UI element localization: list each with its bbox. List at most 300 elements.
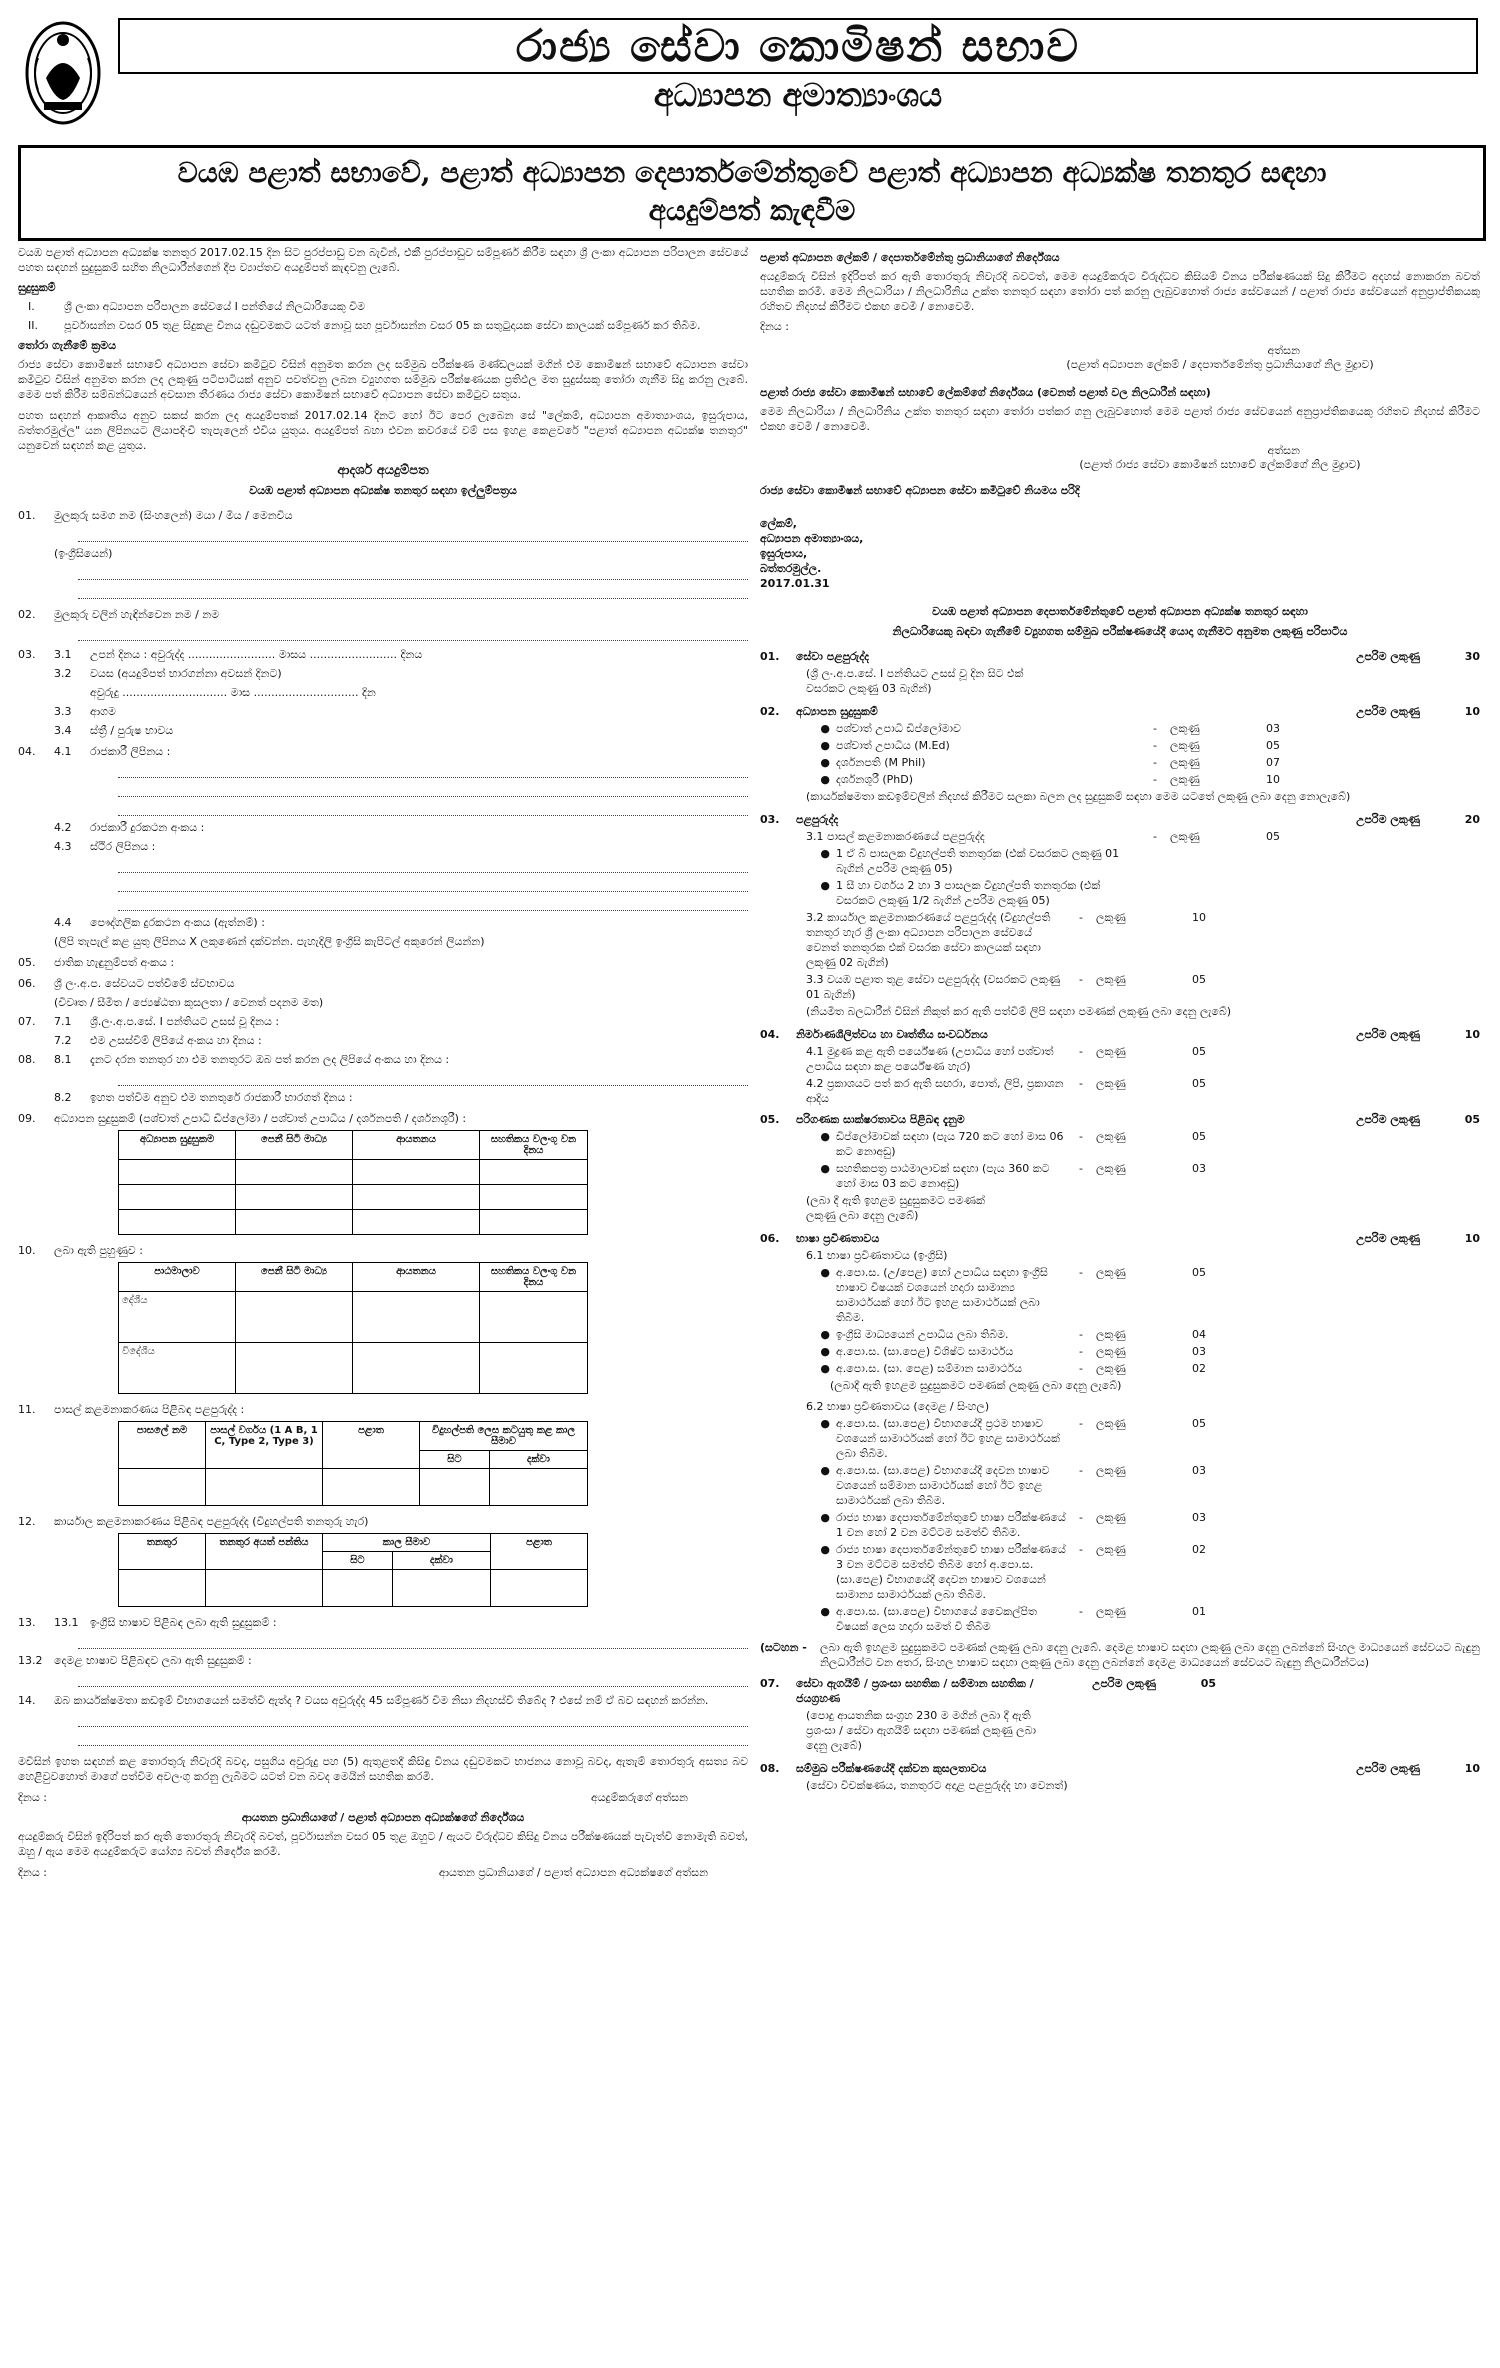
list-item <box>760 1248 1480 1263</box>
date-label: දිනය : <box>18 1866 47 1879</box>
column-header: ආයතනය <box>353 1263 480 1292</box>
table-cell[interactable] <box>353 1160 480 1185</box>
table-cell[interactable] <box>392 1570 490 1607</box>
column-header: පළාත <box>491 1534 588 1570</box>
list-item <box>760 1344 1480 1359</box>
table-row[interactable] <box>119 1292 588 1343</box>
points-label: ලකුණු <box>1096 1130 1126 1143</box>
field-label: දැනට දරන තනතුර හා එම තනතුරට ඔබ පත් කරන ලද ලිපියේ අංකය හා දිනය : <box>90 1053 450 1066</box>
fill-line[interactable] <box>78 565 748 580</box>
section-title: පරිගණක සාක්ෂරතාවය පිළිබඳ දැනුම <box>796 1113 965 1126</box>
table-cell[interactable] <box>236 1185 353 1210</box>
signature-note: (පළාත් රාජ්‍ය සේවා කොමිෂන් සභාවේ ලේකම්ගේ නිල මුද්‍රාව) <box>1079 458 1361 471</box>
table-cell[interactable] <box>236 1210 353 1235</box>
table-header-row <box>119 1422 588 1451</box>
field-label: ජාතික හැඳුනුම්පත් අංකය : <box>54 956 175 969</box>
form-field-05 <box>18 955 748 970</box>
subfield-number: 4.2 <box>54 821 72 834</box>
scheme-section-06 <box>760 1231 1480 1246</box>
submission-text: පහත සඳහන් ආකෘතිය අනුව සකස් කරන ලද අයදුම්පතක් 2017.02.14 දිනට හෝ ඊට පෙර ලැබෙන සේ "ලේකම්, අධ්‍යාපන අමාත්‍යාංශය, ඉසුරුපාය, බත්තරමුල්ල" යන ලිපිනයට ලියාපදිංචි තැපැලෙන් එවිය යුතුය. අයදුම්පත් බහා එවන කවරයේ වම් පස ඉහළ කෙළවරේ "පළාත් අධ්‍යාපන අධ්‍යක්ෂ තනතුර" යනුවෙන් සඳහන් කළ යුතුය. <box>18 409 748 452</box>
max-label: උපරිම ලකුණු <box>1356 1762 1420 1775</box>
scheme-title-2: නිලධාරියෙකු බඳවා ගැනීමේ ව්‍යුහගත සම්මුඛ පරීක්ෂණයේදී යොදා ගැනීමට අනුමත ලකුණු පරිපාටිය <box>892 625 1348 638</box>
signature-label: අත්සන <box>1267 344 1300 357</box>
column-header: තනතුර අයත් පන්තිය <box>206 1534 323 1570</box>
item-text: අ.පො.ස. (සා.පෙළ) විභාගයේ වෛකල්පිත විෂයක් ලෙස හදාරා සමත් වී තිබීම <box>836 1605 1037 1633</box>
bullet-icon: ● <box>820 847 830 860</box>
dash: - <box>1079 1045 1083 1058</box>
page-subtitle: අධ්‍යාපන අමාත්‍යාංශය <box>653 76 943 114</box>
form-field-12 <box>18 1514 748 1529</box>
table-cell[interactable] <box>353 1210 480 1235</box>
form-field-04 <box>18 744 748 759</box>
spacer <box>1206 1542 1406 1602</box>
table-cell[interactable] <box>119 1185 236 1210</box>
points-label: ලකුණු <box>1096 1077 1126 1090</box>
dash: - <box>1079 1345 1083 1358</box>
field-label: ඉංග්‍රීසි භාෂාව පිළිබඳ ලබා ඇති සුදුසුකම් : <box>90 1616 277 1629</box>
points-label: ලකුණු <box>1096 1345 1126 1358</box>
form-field-09 <box>18 1111 748 1126</box>
subfield-number: 3.1 <box>54 648 72 661</box>
item-text: රාජ්‍ය භාෂා දෙපාර්තමේන්තුවේ භාෂා පරීක්ෂණයේ 3 වන මට්ටම සමත්වී තිබීම හෝ අ.පො.ස. (සා.පෙළ) විභාගයේදී දෙවන භාෂාව වශයෙන් සාමාන්‍ය සාමාර්ථයක් ලබා තිබීම. <box>836 1543 1066 1601</box>
form-field-06 <box>18 976 748 991</box>
dash: - <box>1079 911 1083 924</box>
title-box <box>118 18 1478 74</box>
section-number: 07. <box>760 1677 780 1690</box>
subfield-number: 13.2 <box>18 1654 43 1667</box>
list-item <box>760 910 1480 970</box>
column-header: දක්වා <box>489 1451 587 1469</box>
points-label: ලකුණු <box>1096 911 1126 924</box>
list-item <box>760 721 1480 736</box>
field-label: ඉහත පත්වීම අනුව එම තනතුරේ රාජකාරී භාරගත් දිනය : <box>90 1091 353 1104</box>
points-label: ලකුණු <box>1096 1266 1126 1279</box>
subfield-number: 4.1 <box>54 745 72 758</box>
max-label: උපරිම ලකුණු <box>1356 705 1420 718</box>
list-item <box>760 1129 1480 1159</box>
fill-line[interactable] <box>118 877 748 892</box>
spacer <box>760 1399 806 1414</box>
points-label: ලකුණු <box>1170 756 1200 769</box>
spacer <box>1206 1463 1406 1508</box>
item-text: 4.2 ප්‍රකාශයට පත් කර ඇති සඟරා, පොත්, ලිපි, ප්‍රකාශන ආදිය <box>806 1077 1064 1105</box>
item-text: පශ්චාත් උපාධිය (M.Ed) <box>836 739 950 752</box>
column-header: අධ්‍යාපන සුදුසුකම <box>119 1131 236 1160</box>
table-cell[interactable] <box>480 1160 588 1185</box>
field-label: ස්ථිර ලිපිනය : <box>90 840 156 853</box>
fill-line[interactable] <box>78 1731 748 1746</box>
table-cell: දේශීය <box>119 1292 236 1343</box>
table-header-row <box>119 1534 588 1552</box>
bullet-icon: ● <box>820 1266 830 1279</box>
bullet-icon: ● <box>820 879 830 892</box>
subfield-number: 13.1 <box>54 1616 79 1629</box>
table-row[interactable] <box>119 1570 588 1607</box>
list-item <box>760 846 1480 876</box>
item-text: දර්ශනපති (M Phil) <box>836 756 926 769</box>
dash: - <box>1153 722 1157 735</box>
dash: - <box>1079 1077 1083 1090</box>
table-cell[interactable] <box>420 1469 490 1506</box>
school-management-table <box>118 1421 588 1506</box>
field-label: පාසල් කළමනාකරණය පිළිබඳ පළපුරුද්ද : <box>54 1403 245 1416</box>
item-text: රාජ්‍ය භාෂා දෙපාර්තමේන්තුවේ භාෂා පරීක්ෂණයේ 1 වන හෝ 2 වන මට්ටම සමත්වී තිබීම. <box>836 1511 1066 1539</box>
spacer <box>760 910 806 970</box>
table-cell[interactable] <box>206 1469 323 1506</box>
points-label: ලකුණු <box>1096 1328 1126 1341</box>
form-field-06b <box>18 995 748 1010</box>
field-number: 09. <box>18 1112 36 1125</box>
fill-line[interactable] <box>118 858 748 873</box>
field-number: 05. <box>18 956 36 969</box>
form-field-03 <box>18 647 748 662</box>
field-number: 01. <box>18 509 36 522</box>
field-label: ඔබ කාර්යක්ෂමතා කඩඉම් විභාගයෙන් සමත්වී ඇත්ද ? වයස අවුරුද්ද 45 සම්පූර්ණ වීම නිසා නිදහස්වී තිබේද ? එසේ නම් ඒ බව සඳහන් කරන්න. <box>54 1694 709 1707</box>
section-number: 01. <box>760 650 780 663</box>
points-label: ලකුණු <box>1170 773 1200 786</box>
table-cell[interactable] <box>236 1343 353 1394</box>
field-number: 08. <box>18 1053 36 1066</box>
table-cell[interactable] <box>353 1343 480 1394</box>
dash: - <box>1079 1130 1083 1143</box>
spacer <box>1280 755 1480 770</box>
subfield-number: 8.1 <box>54 1053 72 1066</box>
dash: - <box>1079 1605 1083 1618</box>
section-number: 08. <box>760 1762 780 1775</box>
fill-line[interactable] <box>118 896 748 911</box>
fill-line[interactable] <box>78 1672 748 1687</box>
column-header: පෙනී සිටි මාධ්‍ය <box>236 1131 353 1160</box>
scheme-section-05 <box>760 1112 1480 1127</box>
subfield-number: 3.4 <box>54 724 72 737</box>
fill-line[interactable] <box>78 626 748 641</box>
spacer <box>1206 1265 1406 1325</box>
field-label: ලබා ඇති පුහුණුව : <box>54 1244 143 1257</box>
scheme-section-07 <box>760 1676 1480 1706</box>
section-number: 05. <box>760 1113 780 1126</box>
column-header: ආයතනය <box>353 1131 480 1160</box>
notice-line-1: වයඹ පළාත් සභාවේ, පළාත් අධ්‍යාපන දෙපාර්තමේන්තුවේ පළාත් අධ්‍යාපන අධ්‍යක්ෂ තනතුර සඳහා <box>177 156 1327 189</box>
table-cell[interactable] <box>236 1292 353 1343</box>
spacer <box>1206 1129 1406 1159</box>
field-number: 07. <box>18 1015 36 1028</box>
column-header: දක්වා <box>392 1552 490 1570</box>
note-text: ලබා ඇති ඉහළම සුදුසුකමට පමණක් ලකුණු ලබා දෙනු ලැබේ. දෙමළ භාෂාව සඳහා ලකුණු ලබා දෙනු ලබන්නේ සිංහල මාධ්‍යයෙන් සේවයට බැඳුනු නිලධාරීන්ට වන අතර, සිංහල භාෂාව සඳහා ලකුණු ලබා දෙනු ලබන්නේ දෙමළ මාධ්‍යයෙන් සේවයට බැඳුනු නිලධාරීන්ටය) <box>820 1641 1480 1669</box>
fill-line[interactable] <box>78 584 748 599</box>
address-block <box>760 516 1480 591</box>
bullet-icon: ● <box>820 1345 830 1358</box>
form-title: ආදර්ශ අයදුම්පත <box>337 463 429 478</box>
field-label: ශ්‍රී ලං.අ.ප. සේවයට පත්වීමේ ස්වභාවය <box>54 977 235 990</box>
bullet-icon: ● <box>820 1130 830 1143</box>
signature-label: අත්සන <box>1267 444 1300 457</box>
signature-label: ආයතන ප්‍රධානියාගේ / පළාත් අධ්‍යාපන අධ්‍යක්ෂගේ අත්සන <box>438 1866 708 1879</box>
spacer <box>1206 1416 1406 1461</box>
list-item <box>760 755 1480 770</box>
form-field-3-4 <box>18 723 748 738</box>
list-item <box>760 1044 1480 1074</box>
address-date: 2017.01.31 <box>760 577 830 590</box>
table-row[interactable] <box>119 1160 588 1185</box>
form-field-4-4 <box>18 915 748 930</box>
spacer <box>1206 1604 1406 1634</box>
column-header: පාසලේ නම <box>119 1422 206 1469</box>
dash: - <box>1079 1417 1083 1430</box>
column-header: විදුහල්පති ලෙස කටයුතු කළ කාල සීමාව <box>420 1422 588 1451</box>
points-value: 05 <box>1192 1077 1206 1090</box>
item-text: 6.2 භාෂා ප්‍රවීණතාවය (දෙමළ / සිංහල) <box>806 1400 990 1413</box>
points-label: ලකුණු <box>1170 739 1200 752</box>
table-row[interactable] <box>119 1343 588 1394</box>
bullet-icon: ● <box>820 1605 830 1618</box>
table-cell[interactable] <box>119 1160 236 1185</box>
spacer <box>760 1076 806 1106</box>
dash: - <box>1079 1328 1083 1341</box>
subfield-number: 4.3 <box>54 840 72 853</box>
column-header: සිට <box>420 1451 490 1469</box>
points-value: 03 <box>1266 722 1280 735</box>
header <box>18 10 1480 142</box>
table-cell[interactable] <box>480 1210 588 1235</box>
national-emblem-icon <box>24 18 102 128</box>
item-number: II. <box>28 319 38 332</box>
fill-line[interactable] <box>78 527 748 542</box>
item-text: අ.පො.ස. (සා.පෙළ) විභාගයේදී දෙවන භාෂාව වශයෙන් සම්මාන සාමාර්ථයක් හෝ ඊට ඉහළ සාමාර්ථයක් ලබා තිබීම. <box>836 1464 1050 1507</box>
list-item <box>760 1510 1480 1540</box>
points-value: 05 <box>1266 739 1280 752</box>
list-item <box>760 1076 1480 1106</box>
dash: - <box>1079 1464 1083 1477</box>
item-number: I. <box>28 300 35 313</box>
max-label: උපරිම ලකුණු <box>1356 1028 1420 1041</box>
section-number: 04. <box>760 1028 780 1041</box>
section-note: (සේවා විචක්ෂණය, තනතුරට අදාළ පළපුරුද්ද හා වෙනත්) <box>806 1779 1068 1792</box>
office-management-table <box>118 1533 588 1607</box>
section-note: (ලබා දී ඇති ඉහළම සුදුසුකමට පමණක් ලකුණු ලබා දෙනු ලැබේ) <box>806 1194 985 1222</box>
spacer <box>1206 972 1406 1002</box>
table-cell[interactable] <box>119 1570 206 1607</box>
bullet-icon: ● <box>820 739 830 752</box>
fill-line[interactable] <box>118 763 748 778</box>
bullet-icon: ● <box>820 1162 830 1175</box>
item-text: 3.3 වයඹ පළාත තුළ සේවා පළපුරුද්ද (වසරකට ලකුණු 01 බැගින්) <box>806 973 1061 1001</box>
table-cell[interactable] <box>353 1185 480 1210</box>
max-label: උපරිම ලකුණු <box>1356 1113 1420 1126</box>
table-cell[interactable] <box>119 1210 236 1235</box>
bullet-icon: ● <box>820 1417 830 1430</box>
list-item <box>760 1265 1480 1325</box>
column-header: පාඨමාලාව <box>119 1263 236 1292</box>
address-line: අධ්‍යාපන අමාත්‍යාංශය, <box>760 532 864 545</box>
max-value: 30 <box>1464 650 1480 663</box>
field-number: 04. <box>18 745 36 758</box>
points-label: ලකුණු <box>1170 830 1200 843</box>
table-cell[interactable] <box>491 1570 588 1607</box>
subfield-number: 8.2 <box>54 1091 72 1104</box>
fill-line[interactable] <box>118 801 748 816</box>
section-title: අධ්‍යාපන සුදුසුකම් <box>796 705 878 718</box>
table-cell[interactable] <box>353 1292 480 1343</box>
field-label: ස්ත්‍රී / පුරුෂ භාවය <box>90 724 174 737</box>
points-label: ලකුණු <box>1096 1362 1126 1375</box>
scheme-section-01 <box>760 649 1480 664</box>
spacer <box>1206 1344 1406 1359</box>
table-cell[interactable] <box>480 1185 588 1210</box>
form-subtitle: වයඹ පළාත් අධ්‍යාපන අධ්‍යක්ෂ තනතුර සඳහා ඉල්ලුම්පත්‍රය <box>249 484 517 497</box>
list-item <box>760 772 1480 787</box>
list-item <box>760 1416 1480 1461</box>
field-label: පෞද්ගලික දුරකථන අංකය (ඇත්නම්) : <box>90 916 265 929</box>
item-text: පශ්චාත් උපාධි ඩිප්ලෝමාව <box>836 722 961 735</box>
signature-label: අයදුම්කරුගේ අත්සන <box>590 1791 688 1804</box>
scheme-title-1: වයඹ පළාත් අධ්‍යාපන දෙපාර්තමේන්තුවේ පළාත් අධ්‍යාපන අධ්‍යක්ෂ තනතුර සඳහා <box>932 605 1308 618</box>
spacer <box>760 829 806 844</box>
list-item <box>760 878 1480 908</box>
table-cell[interactable] <box>323 1570 393 1607</box>
bullet-icon: ● <box>820 773 830 786</box>
form-field-07 <box>18 1014 748 1029</box>
points-value: 03 <box>1192 1162 1206 1175</box>
section-note: (ලබාදී ඇති ඉහළම සුදුසුකමට පමණක් ලකුණු ලබා දෙනු ලැබේ) <box>830 1379 1122 1392</box>
field-label: අධ්‍යාපන සුදුසුකම් (පශ්චාත් උපාධි ඩිප්ලෝමා / පශ්චාත් උපාධිය / දර්ශනපති / දර්ශනශූරී) : <box>54 1112 467 1125</box>
table-cell[interactable] <box>236 1160 353 1185</box>
points-value: 05 <box>1192 973 1206 986</box>
points-label: ලකුණු <box>1096 1511 1126 1524</box>
field-number: 03. <box>18 648 36 661</box>
points-label: ලකුණු <box>1096 973 1126 986</box>
form-field-08 <box>18 1052 748 1067</box>
scheme-section-03 <box>760 812 1480 827</box>
section-number: 06. <box>760 1232 780 1245</box>
notice-line-2: අයදුම්පත් කැඳවීම <box>648 194 856 227</box>
list-item <box>760 1327 1480 1342</box>
form-field-13 <box>18 1615 748 1630</box>
notice-box <box>18 145 1486 241</box>
subfield-number: 3.3 <box>54 705 72 718</box>
points-label: ලකුණු <box>1096 1162 1126 1175</box>
section-title: පළපුරුද්ද <box>796 813 839 826</box>
dash: - <box>1153 739 1157 752</box>
head-recommendation-heading: ආයතන ප්‍රධානියාගේ / පළාත් අධ්‍යාපන අධ්‍යක්ෂගේ නිර්දේශය <box>241 1811 525 1824</box>
form-field-13-2 <box>18 1653 748 1668</box>
field-label: කාර්යාල කළමනාකරණය පිළිබඳ පළපුරුද්ද (විදුහල්පති තනතුරු හැර) <box>54 1515 369 1528</box>
bullet-icon: ● <box>820 756 830 769</box>
table-cell[interactable] <box>206 1570 323 1607</box>
form-field-3-3 <box>18 704 748 719</box>
max-value: 20 <box>1464 813 1480 826</box>
fill-line[interactable] <box>118 782 748 797</box>
signature-note: (පළාත් අධ්‍යාපන ලේකම් / දෙපාර්තමේන්තු ප්‍රධානියාගේ නිල මුද්‍රාව) <box>1066 358 1374 371</box>
item-text: සහතිකපත්‍ර පාඨමාලාවක් සඳහා (පැය 360 කට හෝ මාස 03 කට නොඅඩු) <box>836 1162 1050 1190</box>
subfield-number: 7.1 <box>54 1015 72 1028</box>
psc-recommendation-text: මෙම නිලධාරියා / නිලධාරිනිය උක්ත තනතුර සඳහා තෝරා පත්කර ගනු ලැබුවහොත් මෙම පළාත් රාජ්‍ය සේවයෙන් අනුප්‍රාප්තිකයෙකු රහිතව නිදහස් කිරීමට එකඟ වෙමි / නොවෙමි. <box>760 405 1480 433</box>
fill-line[interactable] <box>118 1071 748 1086</box>
qualification-item <box>18 318 748 333</box>
form-field-02 <box>18 607 748 622</box>
list-item <box>760 1399 1480 1414</box>
bullet-icon: ● <box>820 1543 830 1556</box>
spacer <box>760 1248 806 1263</box>
points-value: 03 <box>1192 1345 1206 1358</box>
points-value: 04 <box>1192 1328 1206 1341</box>
column-header: කාල සීමාව <box>323 1534 491 1552</box>
form-field-14 <box>18 1693 748 1708</box>
table-cell[interactable] <box>480 1343 588 1394</box>
spacer <box>1206 1076 1406 1106</box>
field-label: (ඉංග්‍රීසියෙන්) <box>54 547 113 560</box>
section-title: නිර්මාණශීලිත්වය හා වෘත්තීය සංවර්ධනය <box>796 1028 988 1041</box>
max-value: 10 <box>1464 1028 1480 1041</box>
table-row[interactable] <box>119 1185 588 1210</box>
table-row[interactable] <box>119 1469 588 1506</box>
spacer <box>1206 1327 1406 1342</box>
points-value: 10 <box>1192 911 1206 924</box>
field-number: 12. <box>18 1515 36 1528</box>
list-item <box>760 1463 1480 1508</box>
section-number: 03. <box>760 813 780 826</box>
dash: - <box>1153 756 1157 769</box>
points-label: ලකුණු <box>1096 1543 1126 1556</box>
right-column <box>760 245 1480 1793</box>
subfield-number: 4.4 <box>54 916 72 929</box>
column-header: සිට <box>323 1552 393 1570</box>
bullet-icon: ● <box>820 722 830 735</box>
list-item <box>760 972 1480 1002</box>
points-value: 02 <box>1192 1543 1206 1556</box>
spacer <box>1280 772 1480 787</box>
table-row[interactable] <box>119 1210 588 1235</box>
list-item <box>760 738 1480 753</box>
item-text: අ.පො.ස. (සා.පෙළ) විශිෂ්ට සාමාර්ථය <box>836 1345 1014 1358</box>
column-header: සහතිකය වලංගු වන දිනය <box>480 1131 588 1160</box>
spacer <box>1280 721 1480 736</box>
list-item <box>760 1361 1480 1376</box>
points-value: 10 <box>1266 773 1280 786</box>
section-note: (කාර්යක්ෂමතා කඩඉම්වලින් නිදහස් කිරීමට සලකා බලන ලද සුදුසුකම් සඳහා මෙම යටතේ ලකුණු ලබා දෙනු නොලැබේ) <box>806 790 1351 803</box>
section-title: සේවා ඇගයීම් / ප්‍රශංසා සහතික / සම්මාන සහතික / ජයග්‍රහණ <box>796 1677 1034 1705</box>
spacer <box>1206 910 1406 970</box>
max-label: උපරිම ලකුණු <box>1356 1232 1420 1245</box>
item-text: 6.1 භාෂා ප්‍රවීණතාවය (ඉංග්‍රීසි) <box>806 1249 948 1262</box>
scheme-section-04 <box>760 1027 1480 1042</box>
section-title: භාෂා ප්‍රවීණතාවය <box>796 1232 880 1245</box>
field-note: (විවෘත / සීමිත / ජ්‍යෙෂ්ඨතා කුසලතා / වෙනත් පදනම මත) <box>54 996 324 1009</box>
field-number: 10. <box>18 1244 36 1257</box>
form-field-4-4-note <box>18 934 748 949</box>
qualification-item <box>18 299 748 314</box>
fill-line[interactable] <box>78 1634 748 1649</box>
table-cell[interactable] <box>480 1292 588 1343</box>
fill-line[interactable] <box>78 1712 748 1727</box>
spacer <box>1280 829 1480 844</box>
item-text: අ.පො.ස. (සා.පෙළ) විභාගයේදී ප්‍රථම භාෂාව වශයෙන් සාමාර්ථයක් හෝ ඊට ඉහළ සාමාර්ථයක් ලබා තිබීම. <box>836 1417 1060 1460</box>
table-cell[interactable] <box>323 1469 420 1506</box>
form-field-3-2b <box>18 685 748 700</box>
form-field-8-2 <box>18 1090 748 1105</box>
declaration-text: මවිසින් ඉහත සඳහන් කළ තොරතුරු නිවැරදි බවද, පසුගිය අවුරුදු පහ (5) ඇතුළතදී කිසිඳු විනය දඬුවමකට භාජනය නොවූ බවද, ඇතැම් තොරතුරු අසත්‍ය බව හෙළිවුවහොත් මාගේ පත්වීම අවලංගු කරනු ලැබීමට යටත් වන බවද මෙයින් සහතික කරමි. <box>18 1755 748 1783</box>
table-cell[interactable] <box>489 1469 587 1506</box>
scheme-section-08 <box>760 1761 1480 1776</box>
dash: - <box>1079 973 1083 986</box>
field-number: 13. <box>18 1616 36 1629</box>
field-number: 02. <box>18 608 36 621</box>
section-number: 02. <box>760 705 780 718</box>
table-cell[interactable] <box>119 1469 206 1506</box>
field-label: එම උසස්වීම් ලිපියේ අංකය හා දිනය : <box>90 1034 262 1047</box>
method-text: රාජ්‍ය සේවා කොමිෂන් සභාවේ අධ්‍යාපන සේවා කමිටුව විසින් අනුමත කරන ලද සම්මුඛ පරීක්ෂණ මණ්ඩලයක් මගින් එම කොමිෂන් සභාවේ අධ්‍යාපන සේවා කමිටුව විසින් අනුමත කරන ලද ලකුණු පටිපාටියක් අනුව පවත්වනු ලබන ව්‍යුහගත සම්මුඛ පරීක්ෂණයක ප්‍රතිඵල මත සුදුස්සකු තෝරා ගැනීම සිදු කරනු ලැබේ. මෙම පත් කිරීම සම්බන්ධයෙන් අවසාන තීරණය රාජ්‍ය සේවා කොමිෂන් සභාවේ අධ්‍යාපන සේවා කමිටුව සතුය. <box>18 358 748 401</box>
max-value: 10 <box>1464 1762 1480 1775</box>
points-value: 05 <box>1192 1045 1206 1058</box>
